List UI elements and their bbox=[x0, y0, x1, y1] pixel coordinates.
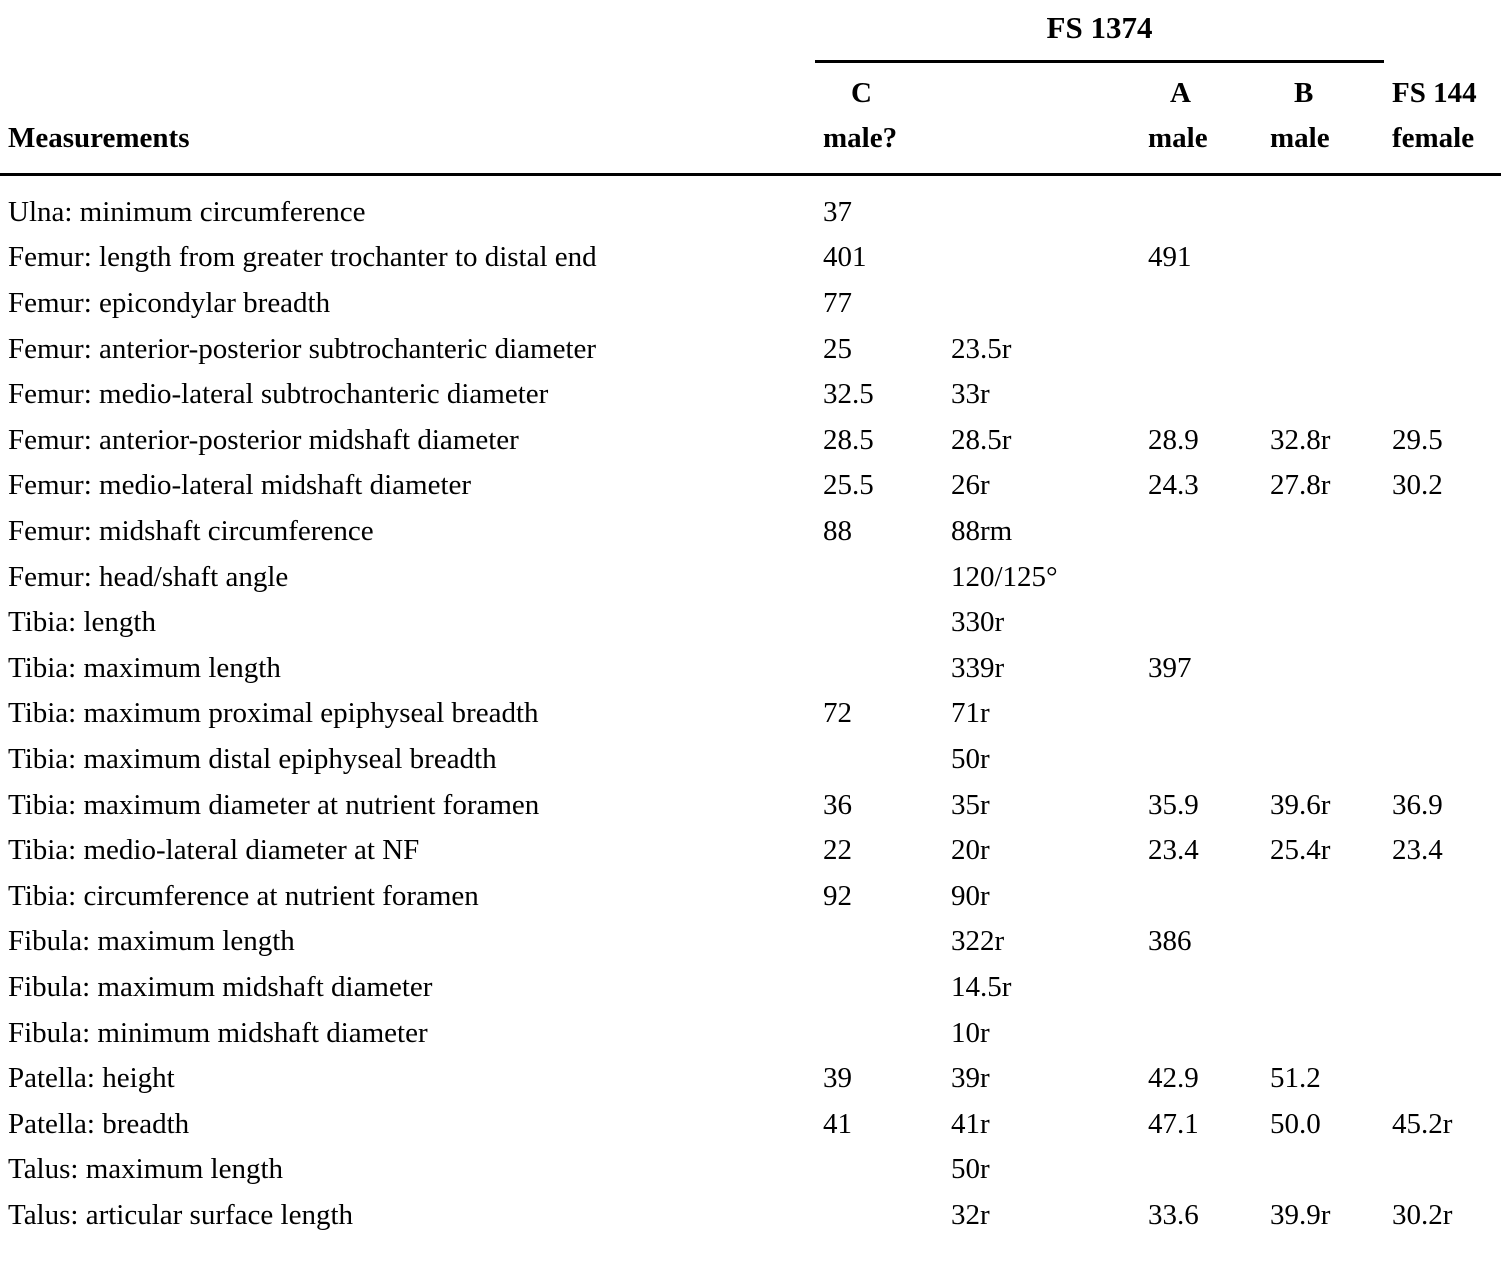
column-header-c-line2: male? bbox=[823, 121, 898, 154]
value-fs144-female bbox=[1384, 874, 1501, 920]
value-c-male: 39 bbox=[823, 1062, 852, 1095]
value-fs144-female bbox=[1384, 1056, 1501, 1102]
value-fs144-female bbox=[1384, 372, 1501, 418]
value-b-male bbox=[1262, 691, 1384, 737]
value-a-male bbox=[1140, 1147, 1262, 1193]
value-unlabeled: 120/125° bbox=[951, 560, 1058, 593]
value-a-male bbox=[1140, 509, 1262, 555]
measurement-label: Tibia: medio-lateral diameter at NF bbox=[8, 834, 420, 867]
value-b-male bbox=[1262, 919, 1384, 965]
value-a-male bbox=[1140, 327, 1262, 373]
spanner-spacer-left bbox=[0, 0, 815, 62]
value-b-male bbox=[1262, 646, 1384, 692]
value-unlabeled: 50r bbox=[951, 743, 990, 775]
table-row bbox=[0, 174, 1501, 235]
value-unlabeled bbox=[943, 235, 1140, 281]
column-header-fs144-line1: FS 144 bbox=[1392, 77, 1477, 109]
value-c-male bbox=[815, 600, 943, 646]
value-unlabeled bbox=[943, 174, 1140, 235]
value-unlabeled: 33r bbox=[951, 378, 990, 411]
table-row bbox=[0, 828, 1501, 874]
table-row bbox=[0, 783, 1501, 829]
value-unlabeled: 71r bbox=[951, 697, 990, 730]
value-fs144-female bbox=[1384, 600, 1501, 646]
value-a-male bbox=[1140, 281, 1262, 327]
value-c-male: 25.5 bbox=[823, 469, 874, 502]
value-fs144-female bbox=[1384, 965, 1501, 1011]
value-b-male bbox=[1262, 327, 1384, 373]
measurement-label: Fibula: minimum midshaft diameter bbox=[8, 1016, 428, 1049]
table-row bbox=[0, 235, 1501, 281]
value-unlabeled: 26r bbox=[951, 469, 990, 502]
value-a-male bbox=[1140, 174, 1262, 235]
value-b-male bbox=[1262, 509, 1384, 555]
measurement-label: Ulna: minimum circumference bbox=[8, 195, 366, 228]
value-b-male: 39.9r bbox=[1270, 1198, 1331, 1231]
table-row bbox=[0, 646, 1501, 692]
value-unlabeled: 28.5r bbox=[951, 423, 1012, 456]
value-a-male: 42.9 bbox=[1148, 1062, 1199, 1095]
table-row bbox=[0, 555, 1501, 601]
measurement-label: Tibia: maximum distal epiphyseal breadth bbox=[8, 743, 497, 775]
value-b-male bbox=[1262, 737, 1384, 783]
spanner-row bbox=[0, 0, 1501, 62]
value-fs144-female bbox=[1384, 919, 1501, 965]
value-fs144-female bbox=[1384, 281, 1501, 327]
column-header-a-line1: A bbox=[1170, 77, 1191, 109]
measurement-label: Talus: maximum length bbox=[8, 1153, 284, 1186]
value-fs144-female bbox=[1384, 235, 1501, 281]
column-header-b-line1: B bbox=[1294, 77, 1314, 109]
table-row bbox=[0, 327, 1501, 373]
value-unlabeled: 32r bbox=[951, 1198, 990, 1231]
measurement-label: Femur: anterior-posterior midshaft diameter bbox=[8, 423, 519, 456]
value-fs144-female: 29.5 bbox=[1392, 423, 1443, 456]
value-b-male: 27.8r bbox=[1270, 469, 1331, 502]
value-a-male bbox=[1140, 737, 1262, 783]
value-a-male bbox=[1140, 874, 1262, 920]
measurement-label: Femur: length from greater trochanter to distal end bbox=[8, 241, 597, 274]
value-b-male bbox=[1262, 235, 1384, 281]
value-fs144-female bbox=[1384, 555, 1501, 601]
measurement-label: Tibia: circumference at nutrient foramen bbox=[8, 879, 479, 912]
measurement-label: Femur: head/shaft angle bbox=[8, 560, 289, 593]
value-fs144-female bbox=[1384, 646, 1501, 692]
value-b-male: 50.0 bbox=[1270, 1107, 1321, 1140]
value-fs144-female: 30.2r bbox=[1392, 1198, 1453, 1231]
value-c-male bbox=[815, 1193, 943, 1239]
value-b-male bbox=[1262, 174, 1384, 235]
value-fs144-female bbox=[1384, 509, 1501, 555]
value-b-male: 51.2 bbox=[1270, 1062, 1321, 1095]
value-fs144-female bbox=[1384, 174, 1501, 235]
value-b-male: 25.4r bbox=[1270, 834, 1331, 867]
measurements-header bbox=[0, 62, 815, 175]
value-b-male bbox=[1262, 600, 1384, 646]
value-c-male: 36 bbox=[823, 788, 852, 821]
value-c-male: 401 bbox=[823, 241, 867, 274]
column-header-fs144-line2: female bbox=[1392, 121, 1475, 154]
measurement-label: Talus: articular surface length bbox=[8, 1198, 354, 1231]
column-header-r bbox=[943, 62, 1140, 175]
table-row bbox=[0, 965, 1501, 1011]
value-a-male: 397 bbox=[1148, 651, 1192, 684]
value-c-male: 92 bbox=[823, 879, 852, 912]
table-row bbox=[0, 691, 1501, 737]
value-c-male: 88 bbox=[823, 515, 852, 548]
table-row bbox=[0, 600, 1501, 646]
value-fs144-female bbox=[1384, 737, 1501, 783]
measurement-label: Patella: height bbox=[8, 1062, 175, 1095]
value-b-male bbox=[1262, 372, 1384, 418]
column-header-c bbox=[815, 62, 943, 175]
table-row bbox=[0, 509, 1501, 555]
value-b-male bbox=[1262, 965, 1384, 1011]
measurement-label: Fibula: maximum length bbox=[8, 925, 295, 958]
measurement-label: Femur: midshaft circumference bbox=[8, 515, 374, 548]
value-unlabeled: 20r bbox=[951, 834, 990, 867]
value-a-male bbox=[1140, 965, 1262, 1011]
value-unlabeled: 339r bbox=[951, 651, 1005, 684]
value-a-male: 23.4 bbox=[1148, 834, 1199, 867]
column-header-a bbox=[1140, 62, 1262, 175]
value-c-male: 32.5 bbox=[823, 378, 874, 411]
measurements-header-label: Measurements bbox=[8, 121, 190, 154]
measurement-label: Patella: breadth bbox=[8, 1107, 190, 1140]
value-a-male bbox=[1140, 372, 1262, 418]
column-header-a-line2: male bbox=[1148, 121, 1208, 154]
value-c-male bbox=[815, 1147, 943, 1193]
value-b-male bbox=[1262, 1011, 1384, 1057]
table-row bbox=[0, 463, 1501, 509]
value-b-male bbox=[1262, 1147, 1384, 1193]
table-row bbox=[0, 1056, 1501, 1102]
table-row bbox=[0, 372, 1501, 418]
value-a-male bbox=[1140, 691, 1262, 737]
value-a-male: 28.9 bbox=[1148, 423, 1199, 456]
value-c-male: 41 bbox=[823, 1107, 852, 1140]
value-b-male bbox=[1262, 281, 1384, 327]
value-fs144-female: 45.2r bbox=[1392, 1107, 1453, 1140]
value-b-male: 39.6r bbox=[1270, 788, 1331, 821]
value-fs144-female: 36.9 bbox=[1392, 788, 1443, 821]
measurement-label: Femur: anterior-posterior subtrochanteric diameter bbox=[8, 332, 597, 365]
column-header-fs144 bbox=[1384, 62, 1501, 175]
value-a-male: 386 bbox=[1148, 925, 1192, 958]
value-b-male bbox=[1262, 555, 1384, 601]
value-unlabeled: 88rm bbox=[951, 515, 1013, 548]
value-unlabeled bbox=[943, 281, 1140, 327]
column-header-row bbox=[0, 62, 1501, 175]
value-fs144-female bbox=[1384, 1011, 1501, 1057]
value-unlabeled: 39r bbox=[951, 1062, 990, 1095]
measurement-label: Tibia: maximum length bbox=[8, 651, 281, 684]
value-a-male: 33.6 bbox=[1148, 1198, 1199, 1231]
value-a-male: 35.9 bbox=[1148, 788, 1199, 821]
value-fs144-female bbox=[1384, 327, 1501, 373]
table-row bbox=[0, 874, 1501, 920]
value-fs144-female bbox=[1384, 1147, 1501, 1193]
column-header-b bbox=[1262, 62, 1384, 175]
value-fs144-female: 30.2 bbox=[1392, 469, 1443, 502]
value-a-male: 491 bbox=[1148, 241, 1192, 274]
value-a-male: 24.3 bbox=[1148, 469, 1199, 502]
value-a-male bbox=[1140, 1011, 1262, 1057]
measurement-label: Tibia: maximum diameter at nutrient foramen bbox=[8, 788, 540, 821]
value-c-male: 22 bbox=[823, 834, 852, 867]
measurement-label: Femur: medio-lateral subtrochanteric diameter bbox=[8, 378, 549, 411]
column-header-c-line1: C bbox=[851, 77, 872, 109]
value-c-male: 77 bbox=[823, 287, 852, 320]
value-c-male bbox=[815, 1011, 943, 1057]
value-unlabeled: 90r bbox=[951, 879, 990, 912]
table-row bbox=[0, 1102, 1501, 1148]
value-c-male: 72 bbox=[823, 697, 852, 730]
value-c-male bbox=[815, 965, 943, 1011]
value-c-male: 25 bbox=[823, 332, 852, 365]
table-row bbox=[0, 1193, 1501, 1239]
value-unlabeled: 23.5r bbox=[951, 332, 1012, 365]
value-c-male: 37 bbox=[823, 195, 852, 228]
value-c-male bbox=[815, 646, 943, 692]
value-c-male bbox=[815, 919, 943, 965]
spanner-header: FS 1374 bbox=[815, 0, 1384, 62]
value-unlabeled: 50r bbox=[951, 1153, 990, 1186]
table-row bbox=[0, 737, 1501, 783]
value-b-male: 32.8r bbox=[1270, 423, 1331, 456]
value-fs144-female bbox=[1384, 691, 1501, 737]
value-unlabeled: 14.5r bbox=[951, 970, 1012, 1003]
table-row bbox=[0, 418, 1501, 464]
value-c-male bbox=[815, 737, 943, 783]
table-row bbox=[0, 919, 1501, 965]
value-fs144-female: 23.4 bbox=[1392, 834, 1443, 867]
measurement-label: Femur: medio-lateral midshaft diameter bbox=[8, 469, 472, 502]
measurement-label: Tibia: length bbox=[8, 606, 156, 639]
table-body bbox=[0, 174, 1501, 1238]
value-c-male bbox=[815, 555, 943, 601]
value-unlabeled: 330r bbox=[951, 606, 1005, 639]
spanner-spacer-right bbox=[1384, 0, 1501, 62]
value-a-male bbox=[1140, 600, 1262, 646]
table-row bbox=[0, 281, 1501, 327]
table-row bbox=[0, 1011, 1501, 1057]
measurement-label: Fibula: maximum midshaft diameter bbox=[8, 970, 433, 1003]
value-unlabeled: 35r bbox=[951, 788, 990, 821]
value-a-male bbox=[1140, 555, 1262, 601]
table-row bbox=[0, 1147, 1501, 1193]
value-c-male: 28.5 bbox=[823, 423, 874, 456]
measurement-label: Tibia: maximum proximal epiphyseal breadth bbox=[8, 697, 539, 730]
column-header-b-line2: male bbox=[1270, 121, 1330, 154]
value-unlabeled: 322r bbox=[951, 925, 1005, 958]
value-unlabeled: 10r bbox=[951, 1016, 990, 1049]
value-unlabeled: 41r bbox=[951, 1107, 990, 1140]
measurement-label: Femur: epicondylar breadth bbox=[8, 287, 331, 320]
value-b-male bbox=[1262, 874, 1384, 920]
value-a-male: 47.1 bbox=[1148, 1107, 1199, 1140]
